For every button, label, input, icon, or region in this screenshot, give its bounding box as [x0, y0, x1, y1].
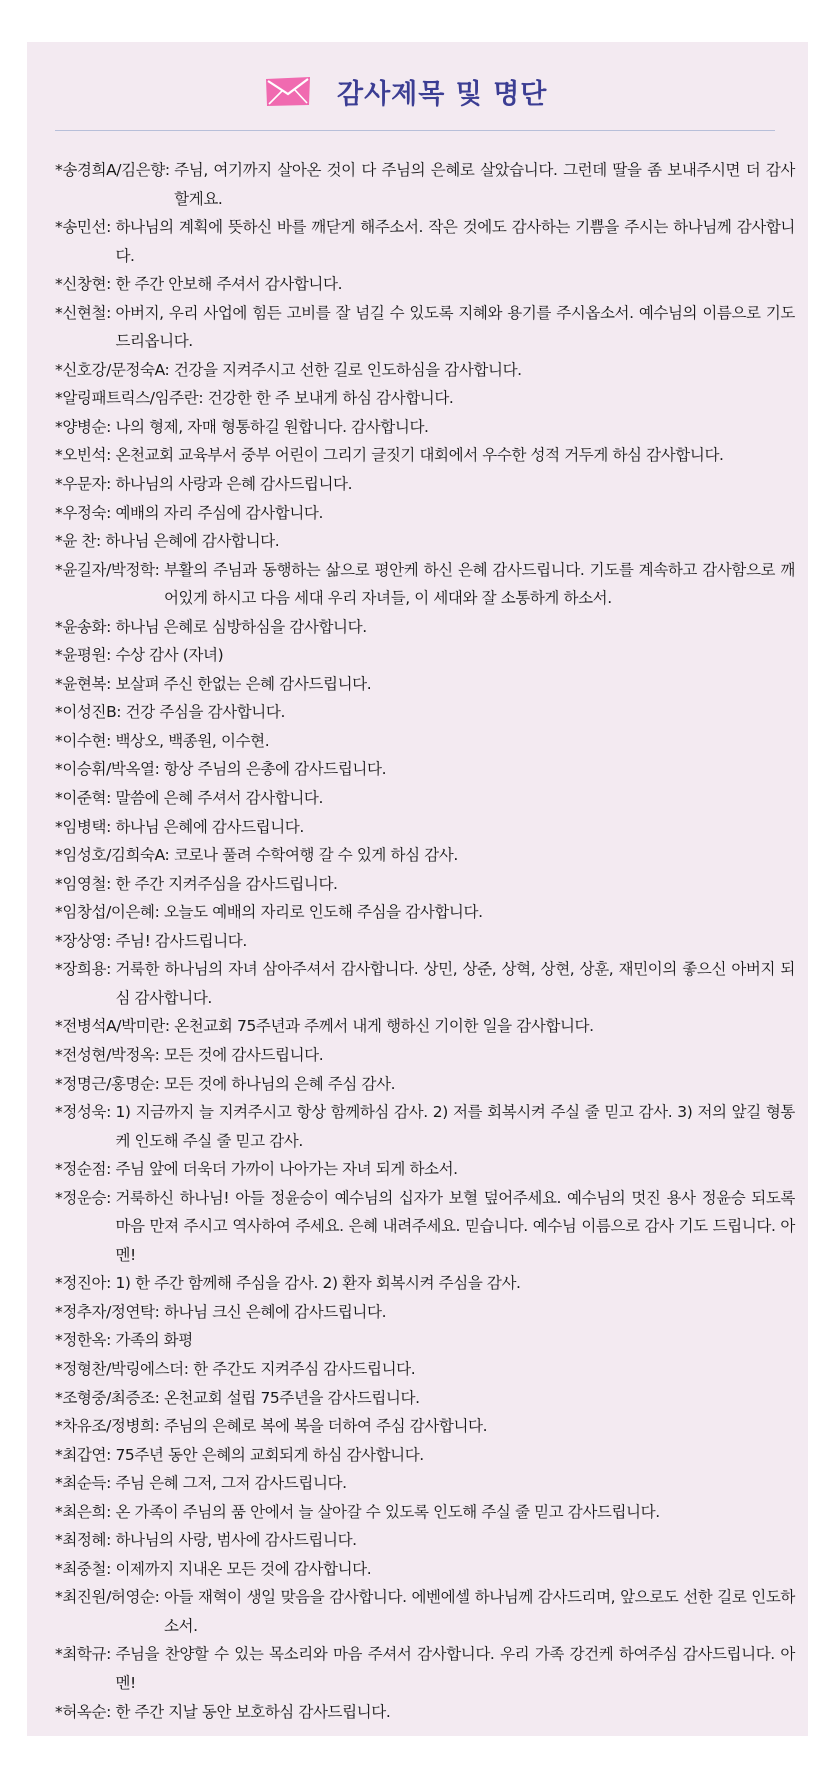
entry-name: *최진원/허영순:	[55, 1588, 160, 1607]
entry-text: 오늘도 예배의 자리로 인도해 주심을 감사합니다.	[163, 903, 483, 922]
entry-name: *최학규:	[55, 1645, 111, 1664]
entry-name: *신호강/문정숙A:	[55, 360, 170, 379]
entry-name: *정진아:	[55, 1274, 111, 1293]
entry-text: 모든 것에 감사드립니다.	[163, 1045, 324, 1064]
list-item	[55, 156, 795, 213]
list-item	[55, 441, 795, 470]
list-item	[55, 413, 795, 442]
entry-name: *전병석A/박미란:	[55, 1017, 170, 1036]
list-item	[55, 1298, 795, 1327]
entry-text: 한 주간도 지켜주심 감사드립니다.	[193, 1359, 416, 1378]
entry-text: 부활의 주님과 동행하는 삶으로 평안케 하신 은혜 감사드립니다. 기도를 계속하고 감사함으로 깨어있게 하시고 다음 세대 우리 자녀들, 이 세대와 잘 소통하게 하소서.	[163, 560, 795, 608]
entry-name: *허옥순:	[55, 1702, 111, 1721]
list-item	[55, 556, 795, 613]
entry-text: 아버지, 우리 사업에 힘든 고비를 잘 넘길 수 있도록 지혜와 용기를 주시옵소서. 예수님의 이름으로 기도드리옵니다.	[115, 303, 795, 351]
list-item	[55, 470, 795, 499]
entry-name: *임창섭/이은혜:	[55, 903, 160, 922]
entry-text: 주님, 여기까지 살아온 것이 다 주님의 은혜로 살았습니다. 그런데 딸을 좀 보내주시면 더 감사할게요.	[174, 161, 795, 208]
entry-name: *신창현:	[55, 275, 111, 294]
entry-text: 하나님 은혜에 감사드립니다.	[115, 817, 304, 836]
entry-name: *정형찬/박링에스더:	[55, 1359, 189, 1378]
list-item	[55, 1526, 795, 1555]
entry-name: *이성진B:	[55, 703, 122, 722]
entry-text: 하나님 크신 은혜에 감사드립니다.	[163, 1302, 387, 1321]
entry-name: *윤길자/박정학:	[55, 560, 160, 579]
entry-name: *전성현/박정옥:	[55, 1045, 160, 1064]
list-item	[55, 1412, 795, 1441]
list-item	[55, 1269, 795, 1298]
entry-name: *최순득:	[55, 1474, 111, 1493]
entry-text: 건강을 지켜주시고 선한 길로 인도하심을 감사합니다.	[173, 360, 522, 379]
list-item	[55, 384, 795, 413]
entry-text: 한 주간 안보해 주셔서 감사합니다.	[115, 275, 343, 294]
entry-name: *정추자/정연탁:	[55, 1302, 160, 1321]
entry-text: 백상오, 백종원, 이수현.	[115, 731, 270, 750]
entry-name: *정성욱:	[55, 1103, 111, 1122]
entry-name: *정명근/홍명순:	[55, 1074, 160, 1093]
entry-name: *윤 찬:	[55, 532, 101, 551]
entry-text: 주님의 은혜로 복에 복을 더하여 주심 감사합니다.	[163, 1417, 488, 1436]
entry-text: 항상 주님의 은총에 감사드립니다.	[163, 760, 387, 779]
list-item	[55, 1640, 795, 1697]
entry-text: 거룩하신 하나님! 아들 정윤승이 예수님의 십자가 보혈 덮어주세요. 예수님의 멋진 용사 정윤승 되도록 마음 만져 주시고 역사하여 주세요. 은혜 내려주세요. 믿습니다. 예수님 이름으로 감사 기도 드립니다. 아멘!	[115, 1188, 795, 1264]
entry-name: *임병택:	[55, 817, 111, 836]
entry-text: 주님! 감사드립니다.	[115, 931, 247, 950]
list-item	[55, 1070, 795, 1099]
entry-name: *차유조/정병희:	[55, 1417, 160, 1436]
entry-text: 가족의 화평	[115, 1331, 193, 1350]
entry-name: *정운승:	[55, 1188, 111, 1207]
entry-name: *최은희:	[55, 1502, 111, 1521]
entry-text: 거룩한 하나님의 자녀 삼아주셔서 감사합니다. 상민, 상준, 상혁, 상현, 상훈, 재민이의 좋으신 아버지 되심 감사합니다.	[115, 960, 795, 1007]
list-item	[55, 1555, 795, 1584]
entry-text: 예배의 자리 주심에 감사합니다.	[115, 503, 323, 522]
entry-text: 건강한 한 주 보내게 하심 감사합니다.	[207, 389, 454, 408]
entry-name: *송경희A/김은향:	[55, 161, 170, 179]
list-item	[55, 213, 795, 270]
list-item	[55, 813, 795, 842]
entry-text: 하나님 은혜로 심방하심을 감사합니다.	[115, 617, 367, 636]
entry-text: 수상 감사 (자녀)	[115, 646, 224, 665]
entry-text: 주님 앞에 더욱더 가까이 나아가는 자녀 되게 하소서.	[115, 1160, 458, 1179]
list-item	[55, 727, 795, 756]
entry-name: *이준혁:	[55, 789, 111, 808]
envelope-icon	[265, 76, 311, 107]
list-item	[55, 1155, 795, 1184]
entry-name: *신현철:	[55, 303, 111, 322]
title-divider	[55, 130, 775, 131]
entry-text: 모든 것에 하나님의 은혜 주심 감사.	[163, 1074, 396, 1093]
entry-text: 말씀에 은혜 주셔서 감사합니다.	[115, 789, 323, 808]
entry-name: *최중철:	[55, 1559, 111, 1578]
entry-text: 아들 재혁이 생일 맞음을 감사합니다. 에벤에셀 하나님께 감사드리며, 앞으로도 선한 길로 인도하소서.	[163, 1588, 795, 1635]
entry-text: 코로나 풀려 수학여행 갈 수 있게 하심 감사.	[173, 846, 458, 865]
entry-text: 주님을 찬양할 수 있는 목소리와 마음 주셔서 감사합니다. 우리 가족 강건케 하여주심 감사드립니다. 아멘!	[115, 1645, 795, 1692]
entry-name: *임성호/김희숙A:	[55, 846, 170, 865]
entry-text: 하나님의 사랑과 은혜 감사드립니다.	[115, 475, 353, 494]
list-item	[55, 1583, 795, 1640]
entry-name: *송민선:	[55, 218, 111, 237]
entry-text: 하나님의 사랑, 범사에 감사드립니다.	[115, 1531, 357, 1550]
list-item	[55, 898, 795, 927]
entry-text: 온천교회 설립 75주년을 감사드립니다.	[163, 1388, 420, 1407]
entry-name: *윤현복:	[55, 674, 111, 693]
list-item	[55, 1384, 795, 1413]
thanksgiving-panel	[27, 42, 808, 1736]
list-item	[55, 1326, 795, 1355]
list-item	[55, 1098, 795, 1155]
list-item	[55, 527, 795, 556]
list-item	[55, 613, 795, 642]
list-item	[55, 1498, 795, 1527]
entry-text: 한 주간 지켜주심을 감사드립니다.	[115, 874, 338, 893]
list-item	[55, 356, 795, 385]
list-item	[55, 1355, 795, 1384]
list-item	[55, 1184, 795, 1270]
list-item	[55, 299, 795, 356]
list-item	[55, 870, 795, 899]
list-item	[55, 1698, 795, 1727]
section-header	[27, 42, 808, 132]
list-item	[55, 1441, 795, 1470]
entry-name: *우문자:	[55, 475, 111, 494]
entry-name: *우정숙:	[55, 503, 111, 522]
entry-name: *이승휘/박옥열:	[55, 760, 160, 779]
entry-text: 75주년 동안 은혜의 교회되게 하심 감사합니다.	[115, 1445, 424, 1464]
list-item	[55, 927, 795, 956]
entry-text: 나의 형제, 자매 형통하길 원합니다. 감사합니다.	[115, 417, 429, 436]
entry-name: *임영철:	[55, 874, 111, 893]
list-item	[55, 755, 795, 784]
list-item	[55, 641, 795, 670]
list-item	[55, 1012, 795, 1041]
entry-text: 건강 주심을 감사합니다.	[125, 703, 285, 722]
entry-text: 주님 은혜 그저, 그저 감사드립니다.	[115, 1474, 347, 1493]
entry-name: *정순점:	[55, 1160, 111, 1179]
entry-text: 1) 한 주간 함께해 주심을 감사. 2) 환자 회복시켜 주심을 감사.	[115, 1274, 521, 1293]
list-item	[55, 698, 795, 727]
entry-text: 온천교회 75주년과 주께서 내게 행하신 기이한 일을 감사합니다.	[174, 1017, 594, 1036]
entry-text: 온천교회 교육부서 중부 어린이 그리기 글짓기 대회에서 우수한 성적 거두게 하심 감사합니다.	[115, 446, 724, 465]
page-title: 감사제목 및 명단	[337, 79, 548, 110]
entry-text: 보살펴 주신 한없는 은혜 감사드립니다.	[115, 674, 372, 693]
entry-name: *장상영:	[55, 931, 111, 950]
entry-text: 온 가족이 주님의 품 안에서 늘 살아갈 수 있도록 인도해 주실 줄 믿고 감사드립니다.	[115, 1502, 660, 1521]
entry-name: *이수현:	[55, 731, 111, 750]
entry-name: *오빈석:	[55, 446, 111, 465]
entry-name: *장희용:	[55, 960, 111, 979]
list-item	[55, 670, 795, 699]
thanksgiving-list	[55, 156, 795, 1726]
entry-name: *최정혜:	[55, 1531, 111, 1550]
entry-text: 하나님의 계획에 뜻하신 바를 깨닫게 해주소서. 작은 것에도 감사하는 기쁨을 주시는 하나님께 감사합니다.	[115, 218, 795, 265]
entry-text: 1) 지금까지 늘 지켜주시고 항상 함께하심 감사. 2) 저를 회복시켜 주실 줄 믿고 감사. 3) 저의 앞길 형통케 인도해 주실 줄 믿고 감사.	[115, 1103, 795, 1150]
list-item	[55, 499, 795, 528]
entry-text: 하나님 은혜에 감사합니다.	[105, 532, 280, 551]
entry-name: *윤송화:	[55, 617, 111, 636]
entry-name: *윤평원:	[55, 646, 111, 665]
entry-text: 이제까지 지내온 모든 것에 감사합니다.	[115, 1559, 372, 1578]
list-item	[55, 841, 795, 870]
entry-name: *양병순:	[55, 417, 111, 436]
entry-name: *정한옥:	[55, 1331, 111, 1350]
list-item	[55, 784, 795, 813]
entry-name: *최갑연:	[55, 1445, 111, 1464]
list-item	[55, 270, 795, 299]
list-item	[55, 955, 795, 1012]
entry-text: 한 주간 지날 동안 보호하심 감사드립니다.	[115, 1702, 391, 1721]
list-item	[55, 1041, 795, 1070]
entry-name: *알링패트릭스/임주란:	[55, 389, 204, 408]
entry-name: *조형중/최증조:	[55, 1388, 160, 1407]
list-item	[55, 1469, 795, 1498]
